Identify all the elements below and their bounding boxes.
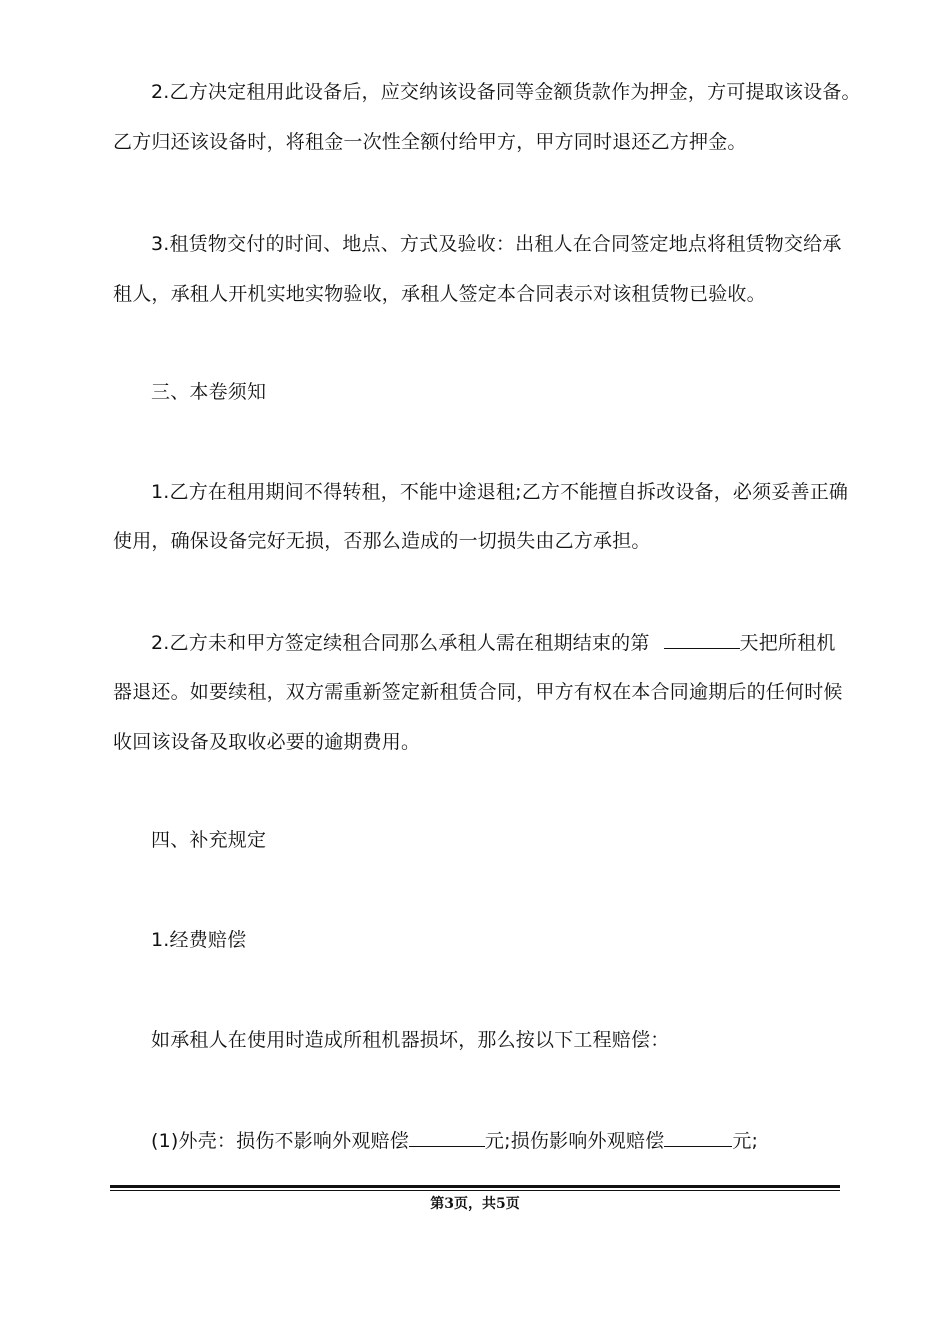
casing-text-part2: 元;损伤影响外观赔偿 [484, 1130, 665, 1152]
casing-text-part1: (1)外壳：损伤不影响外观赔偿 [151, 1130, 409, 1152]
paragraph-return-line1 [151, 628, 891, 657]
paragraph-no-sublease-line2: 使用，确保设备完好无损，否那么造成的一切损失由乙方承担。 [113, 530, 651, 552]
paragraph-deposit-line1: 2.乙方决定租用此设备后，应交纳该设备同等金额货款作为押金，方可提取该设备。 [151, 81, 861, 103]
amount-blank-field-2 [664, 1126, 732, 1147]
section-heading-supplement: 四、补充规定 [151, 829, 267, 851]
days-blank-field [664, 628, 740, 649]
paragraph-no-sublease-line1: 1.乙方在租用期间不得转租，不能中途退租;乙方不能擅自拆改设备，必须妥善正确 [151, 481, 849, 503]
paragraph-return-line3: 收回该设备及取收必要的逾期费用。 [113, 731, 421, 753]
section-heading-notice: 三、本卷须知 [151, 381, 267, 403]
paragraph-delivery-line1: 3.租赁物交付的时间、地点、方式及验收：出租人在合同签定地点将租赁物交给承 [151, 233, 842, 255]
paragraph-return-line2: 器退还。如要续租，双方需重新签定新租赁合同，甲方有权在本合同逾期后的任何时候 [113, 681, 843, 703]
paragraph-casing-compensation [151, 1126, 891, 1155]
return-text-before-blank: 2.乙方未和甲方签定续租合同那么承租人需在租期结束的第 [151, 632, 650, 654]
footer-rule-thick [110, 1185, 840, 1188]
subheading-compensation: 1.经费赔偿 [151, 929, 247, 951]
paragraph-delivery-line2: 租人，承租人开机实地实物验收，承租人签定本合同表示对该租赁物已验收。 [113, 283, 766, 305]
return-text-after-blank: 天把所租机 [739, 632, 836, 654]
footer-rule-thin [110, 1190, 840, 1191]
paragraph-compensation-intro: 如承租人在使用时造成所租机器损坏，那么按以下工程赔偿： [151, 1029, 670, 1051]
page-number: 第3页，共5页 [430, 1196, 520, 1212]
amount-blank-field-1 [409, 1126, 485, 1147]
casing-text-part3: 元; [732, 1130, 759, 1152]
paragraph-deposit-line2: 乙方归还该设备时，将租金一次性全额付给甲方，甲方同时退还乙方押金。 [113, 131, 747, 153]
